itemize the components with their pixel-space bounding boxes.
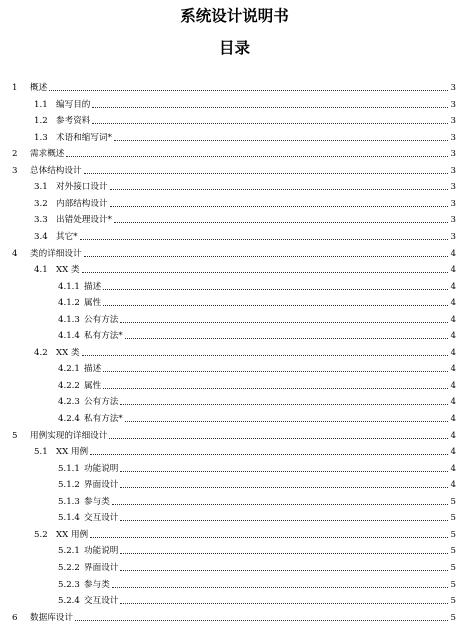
toc-entry-page-number: 3 bbox=[450, 231, 456, 242]
toc-entry[interactable] bbox=[58, 279, 456, 293]
toc-dot-leader bbox=[90, 536, 447, 538]
toc-entry-number: 3.2 bbox=[34, 198, 48, 209]
toc-entry-label: 参与类 bbox=[84, 496, 110, 507]
toc-entry-number: 1.3 bbox=[34, 132, 48, 143]
toc-entry-page-number: 5 bbox=[450, 596, 456, 607]
toc-entry-number: 4.1.1 bbox=[58, 281, 80, 292]
toc-dot-leader bbox=[103, 387, 447, 389]
toc-entry[interactable] bbox=[34, 345, 456, 359]
toc-dot-leader bbox=[120, 569, 447, 571]
toc-entry[interactable] bbox=[58, 560, 456, 574]
toc-dot-leader bbox=[114, 221, 448, 223]
toc-entry-page-number: 5 bbox=[450, 612, 456, 623]
toc-entry-label: 对外接口设计 bbox=[56, 182, 108, 193]
toc-entry[interactable] bbox=[12, 610, 456, 624]
toc-entry-page-number: 3 bbox=[450, 116, 456, 127]
toc-entry-number: 4.2.1 bbox=[58, 364, 80, 375]
toc-entry-page-number: 4 bbox=[450, 364, 456, 375]
toc-entry-number: 3.3 bbox=[34, 215, 48, 226]
toc-entry-number: 5.1.4 bbox=[58, 513, 80, 524]
toc-entry-number: 5.2.2 bbox=[58, 562, 80, 573]
toc-entry-page-number: 3 bbox=[450, 198, 456, 209]
toc-entry[interactable] bbox=[12, 163, 456, 177]
toc-entry[interactable] bbox=[58, 378, 456, 392]
toc-dot-leader bbox=[120, 602, 447, 604]
toc-entry[interactable] bbox=[12, 146, 456, 160]
toc-entry-label: 编写目的 bbox=[56, 99, 91, 110]
toc-dot-leader bbox=[84, 255, 448, 257]
toc-entry-number: 1.1 bbox=[34, 99, 48, 110]
toc-dot-leader bbox=[82, 271, 448, 273]
toc-entry-page-number: 3 bbox=[450, 215, 456, 226]
toc-entry[interactable] bbox=[34, 113, 456, 127]
toc-dot-leader bbox=[120, 321, 447, 323]
toc-entry-number: 4.2.2 bbox=[58, 380, 80, 391]
toc-entry-label: 属性 bbox=[84, 298, 102, 309]
toc-dot-leader bbox=[103, 304, 447, 306]
toc-entry-label: 总体结构设计 bbox=[30, 165, 82, 176]
toc-entry-page-number: 5 bbox=[450, 579, 456, 590]
toc-entry-label: 需求概述 bbox=[30, 149, 65, 160]
toc-entry-page-number: 4 bbox=[450, 298, 456, 309]
toc-entry-page-number: 4 bbox=[450, 281, 456, 292]
toc-entry-number: 5.2 bbox=[34, 529, 48, 540]
toc-entry[interactable] bbox=[12, 246, 456, 260]
toc-entry-page-number: 5 bbox=[450, 562, 456, 573]
toc-dot-leader bbox=[125, 337, 448, 339]
toc-entry-number: 5.2.4 bbox=[58, 596, 80, 607]
toc-entry[interactable] bbox=[12, 80, 456, 94]
toc-entry-number: 5.2.1 bbox=[58, 546, 80, 557]
toc-entry-label: 私有方法* bbox=[84, 331, 123, 342]
toc-entry-label: 公有方法 bbox=[84, 397, 119, 408]
toc-dot-leader bbox=[125, 420, 448, 422]
toc-entry-label: 交互设计 bbox=[84, 596, 119, 607]
toc-entry-number: 3 bbox=[12, 165, 18, 176]
toc-entry-page-number: 4 bbox=[450, 480, 456, 491]
toc-entry[interactable] bbox=[58, 394, 456, 408]
toc-dot-leader bbox=[120, 552, 447, 554]
toc-dot-leader bbox=[92, 122, 447, 124]
toc-dot-leader bbox=[66, 155, 447, 157]
toc-entry[interactable] bbox=[58, 577, 456, 591]
toc-entry[interactable] bbox=[58, 411, 456, 425]
toc-dot-leader bbox=[103, 288, 447, 290]
toc-entry-label: 描述 bbox=[84, 281, 102, 292]
toc-entry[interactable] bbox=[34, 212, 456, 226]
toc-entry[interactable] bbox=[34, 97, 456, 111]
toc-entry-label: XX 用例 bbox=[56, 529, 89, 540]
toc-entry[interactable] bbox=[58, 295, 456, 309]
toc-dot-leader bbox=[110, 188, 448, 190]
toc-entry-label: XX 类 bbox=[56, 265, 80, 276]
toc-dot-leader bbox=[92, 106, 447, 108]
toc-entry-page-number: 5 bbox=[450, 513, 456, 524]
toc-entry-page-number: 4 bbox=[450, 380, 456, 391]
toc-entry-number: 4.2 bbox=[34, 347, 48, 358]
toc-entry-label: 描述 bbox=[84, 364, 102, 375]
toc-entry-page-number: 3 bbox=[450, 149, 456, 160]
toc-entry-number: 5 bbox=[12, 430, 18, 441]
toc-entry-label: 用例实现的详细设计 bbox=[30, 430, 108, 441]
toc-entry-label: 交互设计 bbox=[84, 513, 119, 524]
toc-entry[interactable] bbox=[58, 543, 456, 557]
toc-entry-number: 4.1 bbox=[34, 265, 48, 276]
toc-dot-leader bbox=[90, 453, 447, 455]
toc-entry-label: 私有方法* bbox=[84, 414, 123, 424]
toc-dot-leader bbox=[103, 370, 447, 372]
toc-entry-label: 数据库设计 bbox=[30, 612, 73, 623]
toc-entry-page-number: 4 bbox=[450, 314, 456, 325]
toc-entry-number: 5.1.1 bbox=[58, 463, 80, 474]
toc-entry-number: 4.1.4 bbox=[58, 331, 80, 342]
toc-dot-leader bbox=[120, 519, 447, 521]
toc-entry[interactable] bbox=[12, 428, 456, 442]
toc-dot-leader bbox=[84, 172, 448, 174]
toc-entry[interactable] bbox=[34, 196, 456, 210]
toc-entry-number: 4.1.2 bbox=[58, 298, 80, 309]
toc-entry-label: 公有方法 bbox=[84, 314, 119, 325]
toc-entry-page-number: 4 bbox=[450, 347, 456, 358]
toc-entry-label: 内部结构设计 bbox=[56, 198, 108, 209]
toc-entry[interactable] bbox=[34, 130, 456, 144]
toc-dot-leader bbox=[80, 238, 448, 240]
toc-entry-page-number: 4 bbox=[450, 447, 456, 458]
toc-entry-page-number: 4 bbox=[450, 331, 456, 342]
toc-entry[interactable] bbox=[58, 477, 456, 491]
toc-entry-page-number: 4 bbox=[450, 463, 456, 474]
toc-dot-leader bbox=[112, 503, 448, 505]
toc-entry-page-number: 3 bbox=[450, 83, 456, 93]
toc-heading: 目录 bbox=[218, 38, 250, 57]
toc-entry[interactable] bbox=[58, 328, 456, 342]
toc-entry[interactable] bbox=[58, 494, 456, 508]
toc-entry[interactable] bbox=[34, 444, 456, 458]
toc-entry-number: 4.2.4 bbox=[58, 414, 80, 424]
toc-entry-page-number: 4 bbox=[450, 397, 456, 408]
toc-entry-number: 5.1.3 bbox=[58, 496, 80, 507]
toc-dot-leader bbox=[120, 403, 447, 405]
toc-dot-leader bbox=[82, 354, 448, 356]
toc-entry-page-number: 3 bbox=[450, 165, 456, 176]
toc-entry[interactable] bbox=[58, 510, 456, 524]
toc-entry-page-number: 3 bbox=[450, 182, 456, 193]
toc-entry[interactable] bbox=[58, 312, 456, 326]
toc-entry-number: 3.1 bbox=[34, 182, 48, 193]
toc-entry[interactable] bbox=[58, 593, 456, 607]
toc-entry-number: 4.1.3 bbox=[58, 314, 80, 325]
toc-entry-page-number: 4 bbox=[450, 414, 456, 424]
toc-entry-label: 功能说明 bbox=[84, 546, 119, 557]
document-title: 系统设计说明书 bbox=[180, 6, 289, 25]
toc-entry-label: 概述 bbox=[30, 83, 48, 93]
toc-entry[interactable] bbox=[34, 229, 456, 243]
toc-entry-label: 其它* bbox=[56, 231, 78, 242]
toc-dot-leader bbox=[120, 470, 447, 472]
toc-entry-page-number: 4 bbox=[450, 430, 456, 441]
toc-dot-leader bbox=[114, 139, 448, 141]
toc-dot-leader bbox=[109, 437, 447, 439]
toc-dot-leader bbox=[120, 486, 447, 488]
toc-entry-label: 功能说明 bbox=[84, 463, 119, 474]
toc-entry-number: 6 bbox=[12, 612, 18, 623]
toc-entry-label: 界面设计 bbox=[84, 562, 119, 573]
toc-entry-number: 5.1.2 bbox=[58, 480, 80, 491]
toc-entry-page-number: 5 bbox=[450, 529, 456, 540]
toc-dot-leader bbox=[110, 205, 448, 207]
toc-entry-page-number: 5 bbox=[450, 546, 456, 557]
toc-entry-page-number: 3 bbox=[450, 132, 456, 143]
toc-entry-label: XX 类 bbox=[56, 347, 80, 358]
toc-entry[interactable] bbox=[58, 461, 456, 475]
toc-entry-label: 属性 bbox=[84, 380, 102, 391]
toc-entry-page-number: 3 bbox=[450, 99, 456, 110]
toc-entry-label: 参考资料 bbox=[56, 116, 91, 127]
toc-entry-label: 参与类 bbox=[84, 579, 110, 590]
toc-dot-leader bbox=[49, 89, 447, 91]
toc-entry-label: XX 用例 bbox=[56, 447, 89, 458]
toc-dot-leader bbox=[75, 619, 448, 621]
toc-entry-number: 1 bbox=[12, 83, 18, 93]
toc-entry[interactable] bbox=[34, 262, 456, 276]
toc-entry-number: 3.4 bbox=[34, 231, 48, 242]
toc-entry-number: 4 bbox=[12, 248, 18, 259]
toc-entry-label: 界面设计 bbox=[84, 480, 119, 491]
toc-entry-number: 1.2 bbox=[34, 116, 48, 127]
toc-entry-number: 4.2.3 bbox=[58, 397, 80, 408]
toc-entry-label: 术语和缩写词* bbox=[56, 132, 112, 143]
toc-entry-page-number: 4 bbox=[450, 248, 456, 259]
toc-entry[interactable] bbox=[34, 527, 456, 541]
toc-entry-number: 5.1 bbox=[34, 447, 48, 458]
toc-entry-page-number: 4 bbox=[450, 265, 456, 276]
toc-entry-number: 2 bbox=[12, 149, 18, 160]
toc-dot-leader bbox=[112, 586, 448, 588]
toc-entry[interactable] bbox=[58, 361, 456, 375]
toc-entry[interactable] bbox=[34, 179, 456, 193]
toc-entry-label: 出错处理设计* bbox=[56, 215, 112, 226]
toc-entry-page-number: 5 bbox=[450, 496, 456, 507]
toc-entry-number: 5.2.3 bbox=[58, 579, 80, 590]
toc-entry-label: 类的详细设计 bbox=[30, 248, 82, 259]
